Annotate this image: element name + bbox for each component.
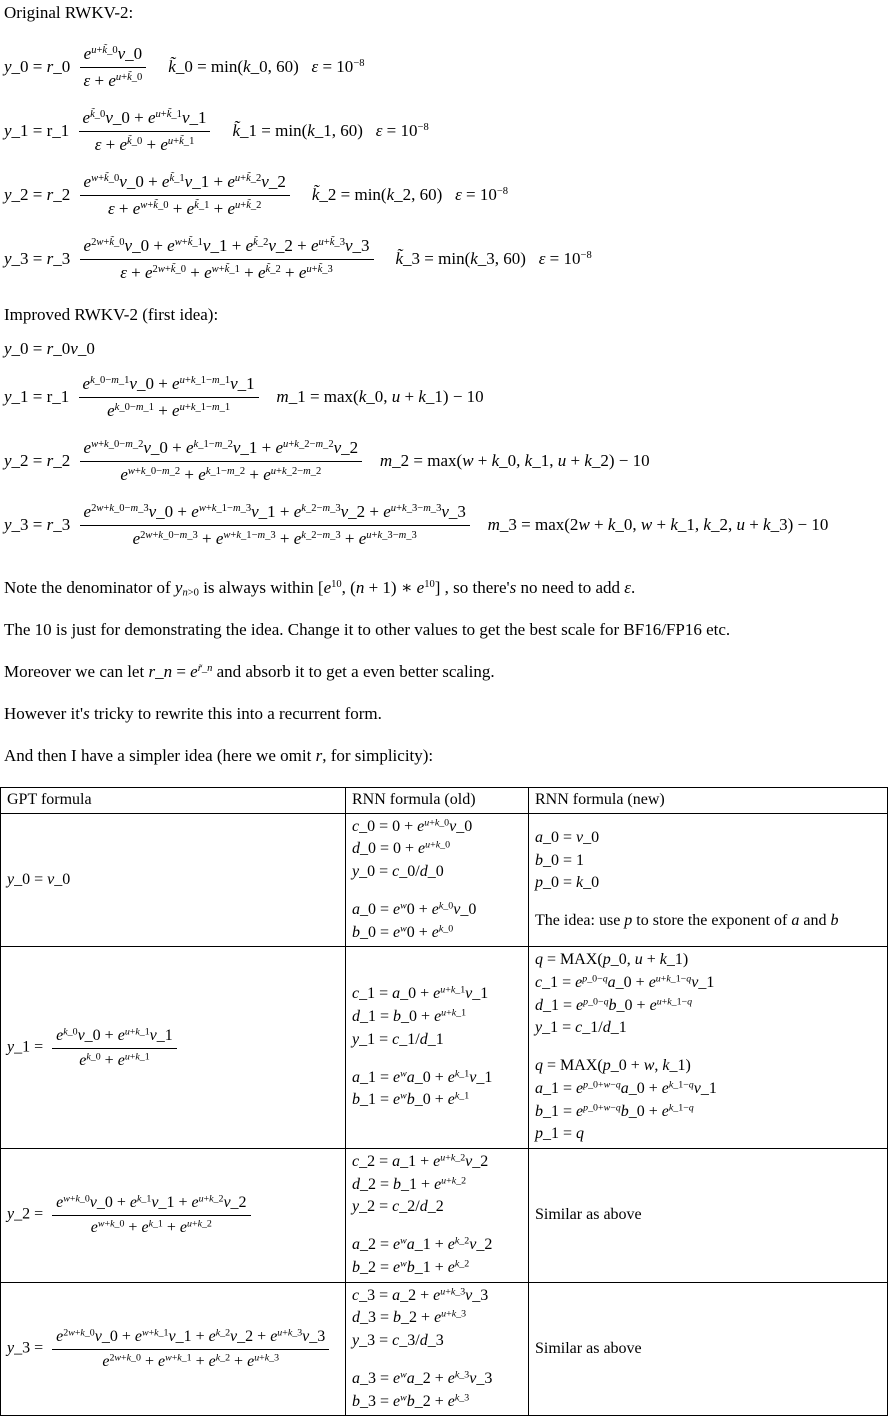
- math-text: y_0 = v_0: [7, 870, 71, 888]
- formula-line: d_1 = $e^{p\_0-q}b\_0 + e^{u+k\_1-q}$: [535, 996, 693, 1014]
- formula-line: b_0 = $e^w0 + e^{k\_0}$: [352, 923, 454, 941]
- formula-line: c_1 = $e^{p\_0-q}a\_0$ + $e^{u+k\_1-q}v\_1$: [535, 973, 715, 991]
- table-cell: [346, 1282, 529, 1416]
- formula-line: c_1 = a_0 + $e^{u+k\_1}v\_1$: [352, 984, 489, 1003]
- formula-line: a_0 = $e^w0$ + $e^{k\_0}v\_0$: [352, 900, 477, 918]
- formula-line: Similar as above: [535, 1205, 642, 1223]
- fraction: [52, 1193, 250, 1237]
- fraction-denominator: $\varepsilon + e^{w+k̃\_0} + e^{k̃\_1} + e^{u+k̃\_2}$: [107, 199, 262, 218]
- table-header: [1, 787, 888, 813]
- table-row: [1, 1282, 888, 1416]
- table-header-row: [1, 787, 888, 813]
- formula: [4, 165, 886, 225]
- column-header-rnn-formula-old: RNN formula (old): [346, 787, 529, 813]
- math-text: m_2 = max(w + k_0, k_1, u + k_2) − 10: [379, 451, 650, 470]
- math-text: y_2 =: [7, 1206, 48, 1223]
- fraction-numerator: $e^{w+k\_0}v\_0$ + $e^{k\_1}v\_1$ + $e^{u+k\_2}v\_2$: [52, 1193, 250, 1216]
- fraction: [79, 373, 259, 421]
- paragraph: And then I have a simpler idea (here we omit r, for simplicity):: [4, 745, 434, 765]
- fraction-denominator: $e^{2w+k\_0-m\_3} + e^{w+k\_1-m\_3} + e^{k\_2-m\_3} + e^{u+k\_3-m\_3}$: [132, 529, 417, 548]
- table-cell: [1, 813, 346, 947]
- fraction-denominator: $e^{w+k\_0} + e^{k\_1} + e^{u+k\_2}$: [90, 1218, 212, 1237]
- section-heading: Original RWKV-2:: [4, 3, 134, 22]
- formula-line: b_1 = $e^{p\_0+w-q}b\_0 + e^{k\_1-q}$: [535, 1102, 694, 1120]
- formula-line: b_0 = 1: [535, 851, 585, 869]
- fraction-denominator: $e^{k\_0-m\_1} + e^{u+k\_1-m\_1}$: [107, 401, 231, 420]
- column-header-gpt-formula: GPT formula: [1, 787, 346, 813]
- formula-line: a_0 = v_0: [535, 829, 600, 847]
- formula-line: y_0 = c_0/d_0: [352, 863, 444, 881]
- formula-line: p_0 = k_0: [535, 874, 600, 892]
- fraction: [52, 1327, 329, 1371]
- math-text: k̃_1 = min(k_1, 60) $\varepsilon = 10^{-8}$: [232, 121, 429, 140]
- fraction: [52, 1026, 177, 1070]
- fraction-denominator: $\varepsilon + e^{k̃\_0} + e^{u+k̃\_1}$: [94, 135, 195, 154]
- math-text: y_1 = r_1: [4, 387, 74, 406]
- table-row: [1, 813, 888, 947]
- formula-line: q = MAX(p_0, u + k_1): [535, 951, 689, 969]
- table-cell: [346, 813, 529, 947]
- table-cell: [1, 1149, 346, 1283]
- math-text: k̃_3 = min(k_3, 60) $\varepsilon = 10^{-8}$: [395, 249, 592, 268]
- math-text: y_0 = r_0v_0: [4, 339, 95, 358]
- formula-line: a_1 = $e^{p\_0+w-q}a\_0$ + $e^{k\_1-q}v\_1$: [535, 1079, 717, 1097]
- fraction-numerator: $e^{u+k̃\_0}v\_0$: [80, 43, 147, 68]
- math-text: y_3 = r_3: [4, 249, 75, 268]
- fraction-denominator: $\varepsilon + e^{u+k̃\_0}$: [83, 71, 143, 90]
- table-cell: [529, 813, 888, 947]
- formula: [4, 339, 886, 359]
- table-cell: [1, 1282, 346, 1416]
- formula-list: [4, 37, 886, 289]
- formula: [4, 367, 886, 427]
- formula-line: p_1 = q: [535, 1125, 585, 1143]
- formula-line: c_0 = $0 + e^{u+k\_0}v\_0$: [352, 817, 473, 835]
- table-cell: [529, 947, 888, 1149]
- table-row: [1, 947, 888, 1149]
- table-cell: [529, 1282, 888, 1416]
- fraction-numerator: $e^{w+k̃\_0}v\_0$ + $e^{k̃\_1}v\_1$ + $e^{u+k̃\_2}v\_2$: [80, 171, 290, 196]
- math-text: k̃_0 = min(k_0, 60) $\varepsilon = 10^{-8}$: [168, 57, 365, 76]
- fraction-numerator: $e^{k̃\_0}v\_0$ + $e^{u+k̃\_1}v\_1$: [79, 107, 211, 132]
- formula-list: [4, 339, 886, 555]
- formula-line: d_3 = b_2 + $e^{u+k\_3}$: [352, 1308, 467, 1327]
- blank-line: [535, 1040, 881, 1055]
- math-text: y_2 = r_2: [4, 451, 75, 470]
- math-text: m_3 = max(2w + k_0, w + k_1, k_2, u + k_3) − 10: [487, 515, 829, 534]
- math-text: m_1 = max(k_0, u + k_1) − 10: [276, 387, 484, 406]
- formula-line: The idea: use p to store the exponent of a and b: [535, 912, 839, 930]
- section-improved-rwkv2: [4, 305, 886, 555]
- formula-line: b_2 = $e^wb\_1 + e^{k\_2}$: [352, 1258, 470, 1276]
- formula-line: d_0 = $0 + e^{u+k\_0}$: [352, 839, 451, 858]
- fraction-numerator: $e^{k\_0}v\_0$ + $e^{u+k\_1}v\_1$: [52, 1026, 177, 1049]
- math-text: y_2 = r_2: [4, 185, 75, 204]
- math-text: y_3 =: [7, 1339, 48, 1357]
- formula-line: b_3 = $e^wb\_2 + e^{k\_3}$: [352, 1392, 470, 1410]
- fraction-denominator: $e^{w+k\_0-m\_2} + e^{k\_1-m\_2} + e^{u+k\_2-m\_2}$: [120, 465, 322, 484]
- formula-line: y_3 = c_3/d_3: [352, 1332, 444, 1350]
- column-header-rnn-formula-new: RNN formula (new): [529, 787, 888, 813]
- formula: [4, 431, 886, 491]
- blank-line: [352, 884, 522, 899]
- math-text: y_3 = r_3: [4, 515, 75, 534]
- table-cell: [346, 1149, 529, 1283]
- paragraph: However it's tricky to rewrite this into a recurrent form.: [4, 703, 382, 723]
- table-row: [1, 1149, 888, 1283]
- notes-paragraphs: [4, 577, 886, 768]
- fraction-numerator: $e^{2w+k\_0}v\_0$ + $e^{w+k\_1}v\_1$ + $e^{k\_2}v\_2$ + $e^{u+k\_3}v\_3$: [52, 1327, 329, 1350]
- formula-line: a_1 = $e^wa\_0$ + $e^{k\_1}v\_1$: [352, 1068, 493, 1086]
- fraction: [80, 43, 147, 91]
- fraction: [80, 437, 363, 485]
- math-text: y_1 =: [7, 1038, 48, 1056]
- comparison-table: [0, 787, 888, 1417]
- table-cell: [529, 1149, 888, 1283]
- fraction-numerator: $e^{w+k\_0-m\_2}v\_0$ + $e^{k\_1-m\_2}v\_1$ + $e^{u+k\_2-m\_2}v\_2$: [80, 437, 363, 462]
- math-text: y_1 = r_1: [4, 121, 74, 140]
- blank-line: [535, 895, 881, 910]
- formula-line: y_1 = c_1/d_1: [535, 1019, 627, 1037]
- table-body: [1, 813, 888, 1416]
- fraction: [79, 107, 211, 155]
- formula: [4, 101, 886, 161]
- paragraph: Moreover we can let r_n = $e^{r̃\_n}$ and absorb it to get a even better scaling.: [4, 661, 495, 681]
- formula-line: c_3 = a_2 + $e^{u+k\_3}v\_3$: [352, 1286, 489, 1304]
- table-cell: [346, 947, 529, 1149]
- fraction-numerator: $e^{2w+k\_0-m\_3}v\_0$ + $e^{w+k\_1-m\_3}v\_1$ + $e^{k\_2-m\_3}v\_2$ + $e^{u+k\_3-m\_3}v\_3$: [80, 501, 470, 526]
- formula: [4, 37, 886, 97]
- fraction-numerator: $e^{2w+k̃\_0}v\_0$ + $e^{w+k̃\_1}v\_1$ + $e^{k̃\_2}v\_2$ + $e^{u+k̃\_3}v\_3$: [80, 235, 374, 260]
- fraction-numerator: $e^{k\_0-m\_1}v\_0$ + $e^{u+k\_1-m\_1}v\_1$: [79, 373, 259, 398]
- fraction-denominator: $e^{2w+k\_0} + e^{w+k\_1} + e^{k\_2} + e^{u+k\_3}$: [102, 1352, 280, 1370]
- formula-line: d_1 = b_0 + $e^{u+k\_1}$: [352, 1007, 467, 1026]
- formula-line: a_2 = $e^wa\_1$ + $e^{k\_2}v\_2$: [352, 1235, 493, 1254]
- fraction: [80, 235, 374, 283]
- math-text: y_0 = r_0: [4, 57, 75, 76]
- fraction: [80, 171, 290, 219]
- blank-line: [352, 1353, 522, 1368]
- fraction: [80, 501, 470, 549]
- formula-line: q = MAX(p_0 + w, k_1): [535, 1057, 691, 1075]
- formula-line: a_3 = $e^wa\_2$ + $e^{k\_3}v\_3$: [352, 1369, 493, 1387]
- formula-line: y_1 = c_1/d_1: [352, 1030, 444, 1048]
- section-original-rwkv2: [4, 3, 886, 289]
- formula-line: b_1 = $e^wb\_0 + e^{k\_1}$: [352, 1090, 470, 1109]
- text-column: [0, 3, 888, 768]
- formula: [4, 229, 886, 289]
- paragraph: Note the denominator of $y_{n>0}$ is always within [$e^{10}$, (n + 1) ∗ $e^{10}$] , so there's no need to add ε.: [4, 578, 636, 599]
- formula: [4, 495, 886, 555]
- formula-line: Similar as above: [535, 1339, 642, 1357]
- blank-line: [352, 1219, 522, 1234]
- math-text: k̃_2 = min(k_2, 60) $\varepsilon = 10^{-8}$: [311, 185, 509, 204]
- paragraph: The 10 is just for demonstrating the idea. Change it to other values to get the best scale for BF16/FP16 etc.: [4, 619, 731, 639]
- table-cell: [1, 947, 346, 1149]
- fraction-denominator: $e^{k\_0} + e^{u+k\_1}$: [79, 1051, 150, 1069]
- fraction-denominator: $\varepsilon + e^{2w+k̃\_0} + e^{w+k̃\_1} + e^{k̃\_2} + e^{u+k̃\_3}$: [120, 263, 333, 282]
- formula-line: d_2 = b_1 + $e^{u+k\_2}$: [352, 1175, 467, 1193]
- formula-line: c_2 = a_1 + $e^{u+k\_2}v\_2$: [352, 1152, 489, 1171]
- formula-line: y_2 = c_2/d_2: [352, 1198, 444, 1216]
- blank-line: [352, 1052, 522, 1067]
- section-heading: Improved RWKV-2 (first idea):: [4, 305, 219, 324]
